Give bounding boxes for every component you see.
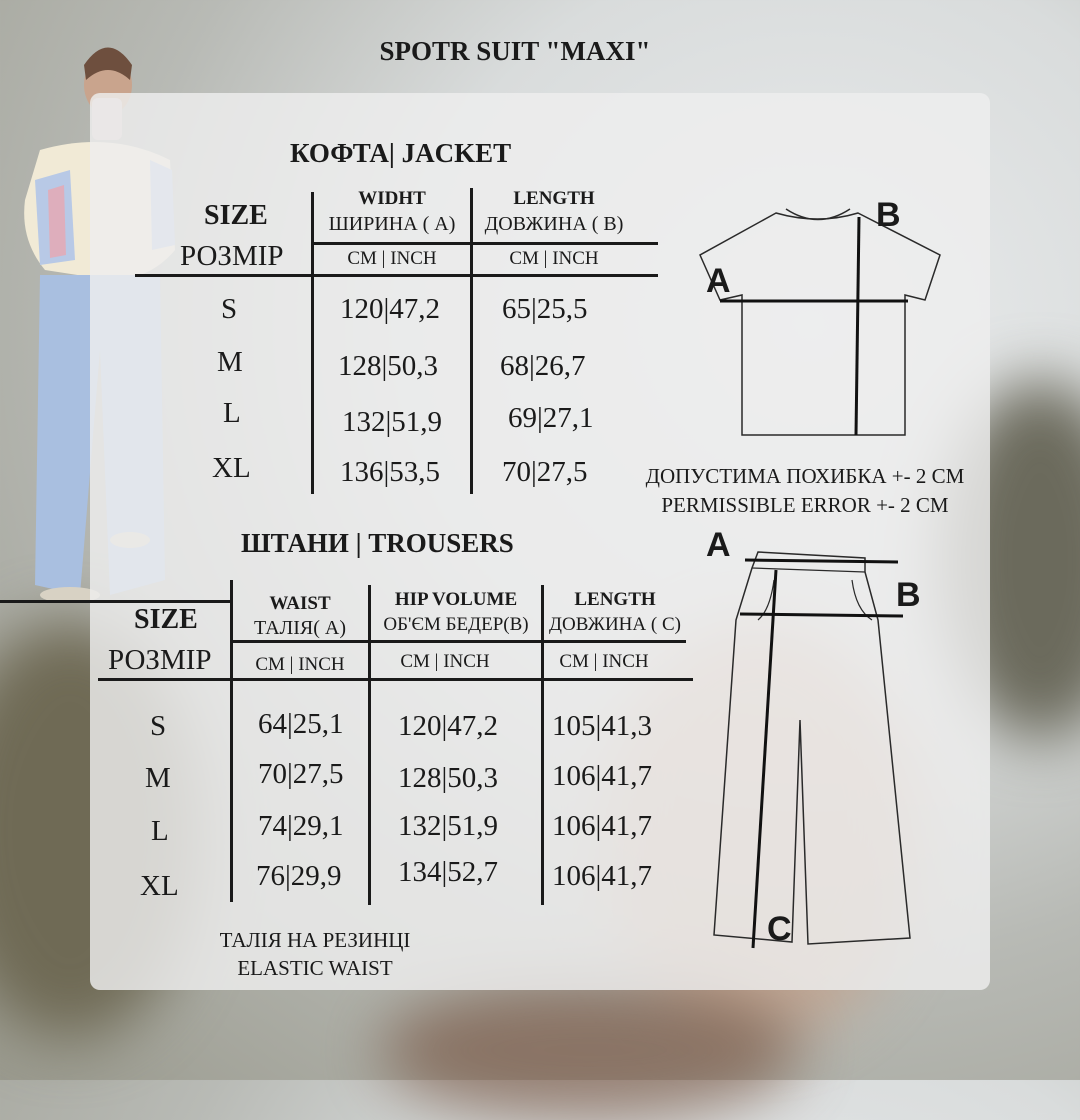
trousers-col-length-header-ua: ДОВЖИНА ( С): [549, 614, 681, 635]
jacket-row-size: L: [223, 397, 241, 429]
trousers-row-waist: 64|25,1: [258, 708, 344, 740]
jacket-size-label-ua: РОЗМІР: [180, 240, 284, 272]
jacket-col-length-header: LENGTH: [513, 188, 595, 209]
jacket-note-en: PERMISSIBLE ERROR +- 2 CM: [661, 493, 949, 517]
jacket-row-size: XL: [212, 452, 251, 484]
jacket-size-label: SIZE: [204, 200, 268, 231]
jacket-col-width-header-ua: ШИРИНА ( А): [328, 213, 456, 235]
trousers-label-b: B: [896, 576, 921, 614]
jacket-row-length: 65|25,5: [502, 293, 588, 325]
trousers-row-size: L: [151, 815, 169, 847]
trousers-row-size: M: [145, 762, 171, 794]
trousers-row-length: 106|41,7: [552, 760, 653, 792]
jacket-label-a: A: [706, 262, 731, 300]
jacket-note-ua: ДОПУСТИМА ПОХИБКА +- 2 CM: [645, 464, 965, 488]
page-title: SPOTR SUIT "MAXI": [379, 36, 651, 66]
jacket-col-length-header-ua: ДОВЖИНА ( В): [484, 213, 624, 235]
jacket-row-size: M: [217, 346, 243, 378]
trousers-row-waist: 70|27,5: [258, 758, 344, 790]
trousers-note-ua: ТАЛІЯ НА РЕЗИНЦІ: [219, 928, 411, 952]
trousers-col-divider: [368, 585, 371, 905]
trousers-col-waist-unit: CM | INCH: [255, 654, 345, 675]
trousers-row-length: 106|41,7: [552, 810, 653, 842]
jacket-diagram: [690, 195, 960, 450]
jacket-col-width-unit: CM | INCH: [347, 248, 437, 269]
trousers-title: ШТАНИ | TROUSERS: [241, 528, 514, 558]
background-blur: [380, 980, 800, 1120]
trousers-col-length-header: LENGTH: [574, 589, 656, 610]
jacket-row-width: 128|50,3: [338, 350, 439, 382]
section-divider: [0, 600, 230, 603]
trousers-label-c: C: [767, 910, 792, 948]
trousers-diagram: [700, 540, 920, 960]
trousers-row-hip: 120|47,2: [398, 710, 499, 742]
trousers-row-hip: 134|52,7: [398, 856, 499, 888]
trousers-row-hip: 132|51,9: [398, 810, 499, 842]
trousers-row-waist: 76|29,9: [256, 860, 342, 892]
trousers-header-rule: [232, 640, 686, 643]
jacket-row-length: 68|26,7: [500, 350, 586, 382]
jacket-row-width: 120|47,2: [340, 293, 441, 325]
jacket-label-b: B: [876, 196, 901, 234]
jacket-col-width-header: WIDHT: [358, 188, 426, 209]
trousers-col-hip-header-ua: ОБ'ЄМ БЕДЕР(В): [383, 614, 529, 635]
trousers-col-hip-header: HIP VOLUME: [394, 589, 518, 610]
trousers-label-a: A: [706, 526, 731, 564]
trousers-col-waist-header-ua: ТАЛІЯ( А): [254, 617, 346, 639]
trousers-size-label: SIZE: [134, 604, 198, 635]
trousers-row-size: XL: [140, 870, 179, 902]
trousers-col-hip-unit: CM | INCH: [400, 651, 490, 672]
jacket-row-length: 69|27,1: [508, 402, 594, 434]
trousers-row-waist: 74|29,1: [258, 810, 344, 842]
jacket-row-length: 70|27,5: [502, 456, 588, 488]
trousers-outline-icon: [714, 552, 910, 944]
trousers-note-en: ELASTIC WAIST: [237, 956, 393, 980]
jacket-title: КОФТА| JACKET: [290, 138, 512, 168]
trousers-col-length-unit: CM | INCH: [559, 651, 649, 672]
jacket-header-rule: [135, 274, 658, 277]
trousers-row-hip: 128|50,3: [398, 762, 499, 794]
trousers-col-divider: [541, 585, 544, 905]
trousers-row-length: 105|41,3: [552, 710, 653, 742]
jacket-col-length-unit: CM | INCH: [509, 248, 599, 269]
jacket-col-divider: [470, 188, 473, 494]
trousers-col-divider: [230, 580, 233, 902]
jacket-row-size: S: [221, 293, 238, 325]
jacket-row-width: 136|53,5: [340, 456, 441, 488]
trousers-header-rule: [98, 678, 693, 681]
trousers-row-length: 106|41,7: [552, 860, 653, 892]
trousers-col-waist-header: WAIST: [269, 593, 331, 614]
tshirt-outline-icon: [700, 213, 940, 435]
trousers-size-label-ua: РОЗМІР: [108, 644, 212, 676]
trousers-row-size: S: [150, 710, 167, 742]
jacket-row-width: 132|51,9: [342, 406, 443, 438]
jacket-header-rule: [312, 242, 658, 245]
jacket-col-divider: [311, 192, 314, 494]
